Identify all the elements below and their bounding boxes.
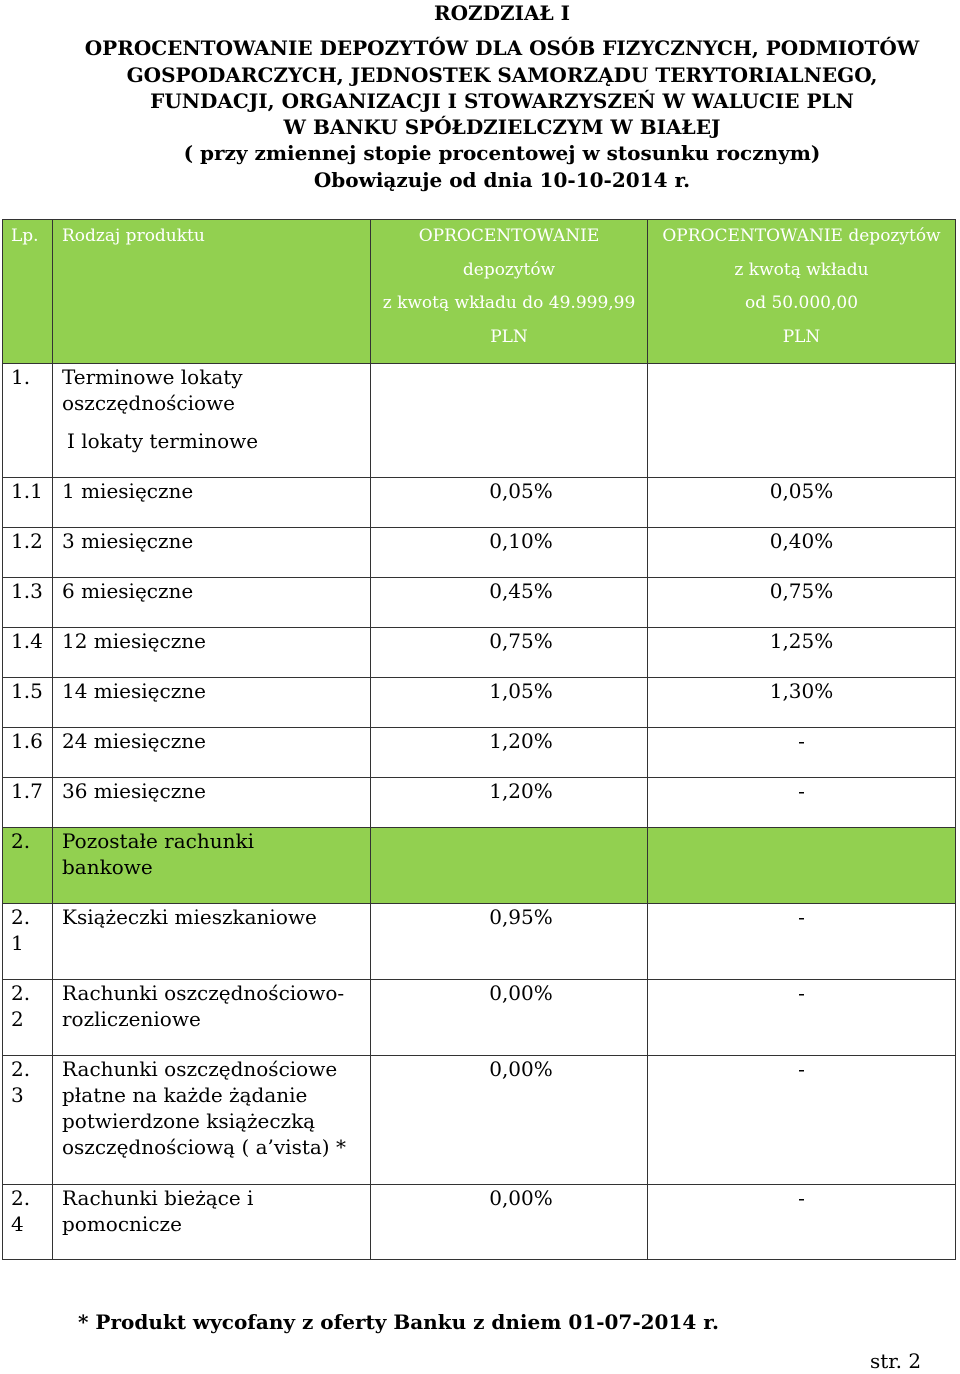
row-name-line: Rachunki bieżące i	[62, 1186, 254, 1210]
heading-line: Obowiązuje od dnia 10-10-2014 r.	[313, 167, 691, 192]
table-row	[3, 980, 956, 1056]
row-lp-part: 2	[11, 1007, 24, 1031]
row-name-line: Książeczki mieszkaniowe	[62, 905, 317, 929]
interest-rates-table	[2, 219, 956, 1260]
row-lp: 1.1	[3, 478, 53, 528]
footnote: * Produkt wycofany z oferty Banku z dniem 01-07-2014 r.	[78, 1310, 719, 1334]
header-col2-line: z kwotą wkładu	[734, 259, 869, 280]
row-rate-small: 1,05%	[371, 678, 648, 728]
row-lp	[3, 904, 53, 980]
header-col2-line: od 50.000,00	[744, 293, 859, 313]
row-lp-part: 4	[11, 1212, 24, 1236]
section-row-term-deposits	[3, 364, 956, 478]
row-lp: 1.6	[3, 728, 53, 778]
empty-cell	[648, 364, 956, 478]
row-name: 24 miesięczne	[53, 728, 371, 778]
row-rate-large: 1,30%	[648, 678, 956, 728]
row-name-line: płatne na każde żądanie	[62, 1083, 308, 1107]
heading-line: ( przy zmiennej stopie procentowej w stosunku rocznym)	[183, 141, 821, 166]
row-lp-part: 2.	[11, 1057, 31, 1081]
document-heading	[0, 0, 960, 193]
row-rate-large: -	[648, 778, 956, 828]
header-col1-line: z kwotą wkładu do 49.999,99	[382, 293, 636, 313]
section-lp: 2.	[3, 828, 53, 904]
row-name-line: Rachunki oszczędnościowe	[62, 1057, 338, 1081]
section-title	[53, 364, 371, 478]
header-product: Rodzaj produktu	[53, 220, 371, 364]
row-rate-small: 0,95%	[371, 904, 648, 980]
row-rate-small: 1,20%	[371, 728, 648, 778]
row-name-line: rozliczeniowe	[62, 1007, 201, 1031]
row-rate-small: 0,00%	[371, 980, 648, 1056]
row-name: 3 miesięczne	[53, 528, 371, 578]
table-row	[3, 678, 956, 728]
row-name-line: pomocnicze	[62, 1212, 182, 1236]
row-lp	[3, 1056, 53, 1185]
row-name: 36 miesięczne	[53, 778, 371, 828]
row-lp: 1.4	[3, 628, 53, 678]
row-lp	[3, 980, 53, 1056]
row-rate-small: 0,00%	[371, 1056, 648, 1185]
table-row	[3, 728, 956, 778]
empty-cell	[371, 828, 648, 904]
row-lp-part: 2.	[11, 905, 31, 929]
heading-line: FUNDACJI, ORGANIZACJI I STOWARZYSZEŃ W WALUCIE PLN	[150, 88, 854, 113]
row-rate-large: -	[648, 1056, 956, 1185]
section-subtitle: I lokaty terminowe	[67, 429, 259, 453]
row-rate-small: 0,00%	[371, 1185, 648, 1260]
row-name	[53, 1056, 371, 1185]
row-rate-large: 0,75%	[648, 578, 956, 628]
row-rate-large: -	[648, 728, 956, 778]
row-lp: 1.7	[3, 778, 53, 828]
table-row	[3, 478, 956, 528]
section-row-other-accounts	[3, 828, 956, 904]
table-row	[3, 1185, 956, 1260]
row-name	[53, 1185, 371, 1260]
section-title-line: oszczędnościowe	[62, 391, 235, 415]
row-rate-large: -	[648, 1185, 956, 1260]
heading-line: W BANKU SPÓŁDZIELCZYM W BIAŁEJ	[283, 115, 721, 140]
row-name	[53, 980, 371, 1056]
table-row	[3, 778, 956, 828]
header-col2-line: PLN	[782, 326, 821, 347]
page-number: str. 2	[870, 1349, 922, 1373]
row-lp-part: 2.	[11, 1186, 31, 1210]
row-lp-part: 3	[11, 1083, 24, 1107]
chapter-title: ROZDZIAŁ I	[434, 1, 570, 25]
header-col2-line: OPROCENTOWANIE depozytów	[662, 226, 941, 246]
row-rate-small: 0,05%	[371, 478, 648, 528]
header-col-small-deposit	[371, 220, 648, 364]
table-header-row	[3, 220, 956, 364]
row-name-line: potwierdzone książeczką	[62, 1109, 316, 1133]
empty-cell	[648, 828, 956, 904]
section-title-line: bankowe	[62, 855, 153, 879]
row-name: 1 miesięczne	[53, 478, 371, 528]
row-lp: 1.5	[3, 678, 53, 728]
row-lp	[3, 1185, 53, 1260]
section-title-line: Terminowe lokaty	[62, 365, 243, 389]
table-row	[3, 904, 956, 980]
row-rate-large: 1,25%	[648, 628, 956, 678]
row-name: 6 miesięczne	[53, 578, 371, 628]
row-name-line: Rachunki oszczędnościowo-	[62, 981, 345, 1005]
table-row	[3, 628, 956, 678]
row-lp-part: 1	[11, 931, 24, 955]
section-title-line: Pozostałe rachunki	[62, 829, 255, 853]
row-rate-small: 0,75%	[371, 628, 648, 678]
heading-line: GOSPODARCZYCH, JEDNOSTEK SAMORZĄDU TERYTORIALNEGO,	[126, 62, 878, 87]
row-rate-large: 0,40%	[648, 528, 956, 578]
section-title	[53, 828, 371, 904]
row-rate-small: 1,20%	[371, 778, 648, 828]
table-row	[3, 1056, 956, 1185]
table-row	[3, 578, 956, 628]
table-row	[3, 528, 956, 578]
empty-cell	[371, 364, 648, 478]
row-lp-part: 2.	[11, 981, 31, 1005]
row-rate-small: 0,10%	[371, 528, 648, 578]
section-lp: 1.	[3, 364, 53, 478]
row-rate-small: 0,45%	[371, 578, 648, 628]
row-name: 14 miesięczne	[53, 678, 371, 728]
row-rate-large: -	[648, 904, 956, 980]
header-col1-line: OPROCENTOWANIE	[418, 226, 600, 246]
header-lp: Lp.	[3, 220, 53, 364]
row-rate-large: 0,05%	[648, 478, 956, 528]
header-col1-line: PLN	[490, 326, 528, 347]
row-name	[53, 904, 371, 980]
row-lp: 1.3	[3, 578, 53, 628]
row-lp: 1.2	[3, 528, 53, 578]
header-col-large-deposit	[648, 220, 956, 364]
row-rate-large: -	[648, 980, 956, 1056]
header-col1-line: depozytów	[462, 259, 556, 280]
row-name: 12 miesięczne	[53, 628, 371, 678]
row-name-line: oszczędnościową ( a’vista) *	[62, 1135, 346, 1159]
heading-line: OPROCENTOWANIE DEPOZYTÓW DLA OSÓB FIZYCZNYCH, PODMIOTÓW	[84, 36, 920, 61]
